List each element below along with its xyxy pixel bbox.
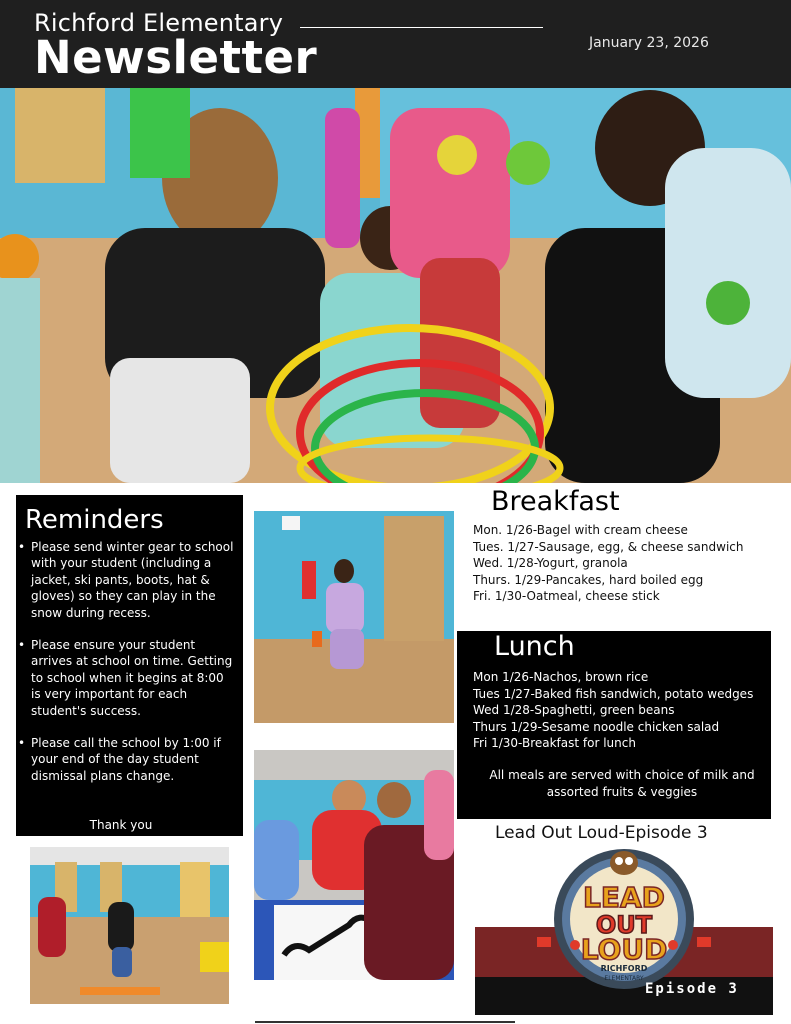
episode-label: Episode 3 xyxy=(645,981,739,997)
bone-mat-photo xyxy=(254,750,454,980)
reminders-box xyxy=(16,495,243,836)
menu-item: Mon 1/26-Nachos, brown rice xyxy=(473,670,649,684)
newsletter-header xyxy=(0,0,791,88)
lunch-note: All meals are served with choice of milk and assorted fruits & veggies xyxy=(489,768,755,799)
reminders-title: Reminders xyxy=(25,505,164,535)
reminders-list xyxy=(16,539,243,800)
reminder-item: • Please call the school by 1:00 if your end of the day student dismissal plans change. xyxy=(16,735,243,784)
logo-line2: OUT xyxy=(595,911,653,939)
logo-sub: ELEMENTARY xyxy=(604,975,644,982)
gym-running-photo xyxy=(30,847,229,1004)
lunch-box xyxy=(457,631,771,819)
footer-rule xyxy=(255,1021,515,1023)
breakfast-menu xyxy=(473,522,743,605)
menu-item: Wed 1/28-Spaghetti, green beans xyxy=(473,703,675,718)
lunch-menu xyxy=(473,669,753,752)
logo-line1: LEAD xyxy=(583,881,665,914)
reminder-item: • Please ensure your student arrives at school on time. Getting to school when it begins at 8:00 is very important for each student's success. xyxy=(16,637,243,719)
newsletter-title: Newsletter xyxy=(34,31,318,84)
logo-school: RICHFORD xyxy=(600,964,648,973)
menu-item: Tues. 1/27-Sausage, egg, & cheese sandwich xyxy=(473,539,744,554)
hero-photo xyxy=(0,88,791,483)
menu-item: Fri 1/30-Breakfast for lunch xyxy=(473,736,636,751)
menu-item: Wed. 1/28-Yogurt, granola xyxy=(473,556,628,571)
menu-item: Tues 1/27-Baked fish sandwich, potato wedges xyxy=(473,686,754,701)
newsletter-date: January 23, 2026 xyxy=(589,35,709,51)
school-name: Richford Elementary xyxy=(34,9,284,37)
menu-item: Fri. 1/30-Oatmeal, cheese stick xyxy=(473,589,660,604)
breakfast-title: Breakfast xyxy=(491,486,620,517)
menu-item: Thurs. 1/29-Pancakes, hard boiled egg xyxy=(473,572,704,587)
menu-item: Mon. 1/26-Bagel with cream cheese xyxy=(473,523,688,537)
header-rule xyxy=(300,27,543,28)
reminders-closing: Thank you xyxy=(89,818,153,832)
logo-line3: LOUD xyxy=(580,933,668,966)
lunch-title: Lunch xyxy=(494,631,575,662)
jumping-student-photo xyxy=(254,511,454,723)
menu-item: Thurs 1/29-Sesame noodle chicken salad xyxy=(473,719,720,734)
reminder-item: • Please send winter gear to school with your student (including a jacket, ski pants, boots, hat & gloves) so they can play in the snow during recess. xyxy=(16,539,243,621)
lead-out-loud-title: Lead Out Loud-Episode 3 xyxy=(495,823,708,843)
